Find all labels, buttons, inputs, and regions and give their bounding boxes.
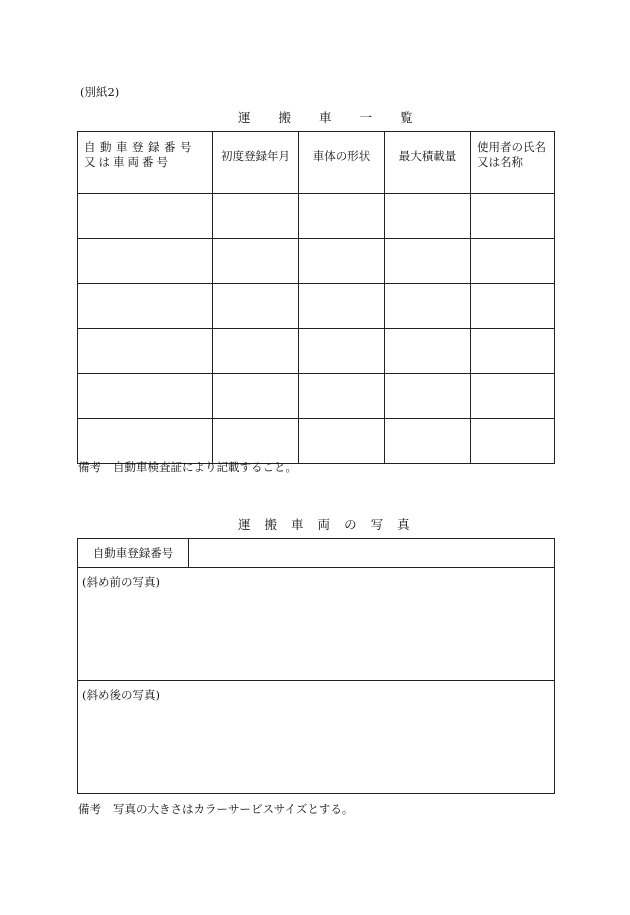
header-line: 使用者の氏名 [477,140,546,154]
table-row [78,374,555,419]
rear-photo-caption: (斜め後の写真) [82,688,160,702]
table-cell[interactable] [385,284,471,329]
title-char: 搬 [264,517,278,532]
table-cell[interactable] [78,284,213,329]
table-cell[interactable] [213,329,299,374]
header-line: 又は名称 [477,155,523,169]
photo-table [77,538,555,794]
title-char: 運 [238,110,251,125]
registration-number-field[interactable] [189,539,553,567]
front-photo-caption: (斜め前の写真) [82,575,160,589]
header-line: 自動車登録番号 [84,140,196,154]
registration-number-label: 自動車登録番号 [78,539,189,567]
note-text: 自動車検査証により記載すること。 [113,460,297,474]
table-cell[interactable] [299,194,385,239]
table-cell[interactable] [471,284,555,329]
header-first-registration: 初度登録年月 [213,132,299,194]
table-header-row [78,132,555,194]
table-cell[interactable] [471,374,555,419]
title-char: 真 [397,517,410,532]
header-body-shape: 車体の形状 [299,132,385,194]
table-cell[interactable] [385,329,471,374]
table-cell[interactable] [471,239,555,284]
table-cell[interactable] [213,239,299,284]
annex-label: (別紙2) [80,85,120,99]
table-cell[interactable] [213,194,299,239]
note-text: 写真の大きさはカラーサービスサイズとする。 [113,802,354,816]
table-row [78,239,555,284]
title-char: 車 [319,110,332,125]
title-char: 搬 [278,110,292,125]
table-cell[interactable] [299,419,385,464]
table-cell[interactable] [78,329,213,374]
table-cell[interactable] [385,194,471,239]
title-char: 一 [359,110,373,125]
header-registration-number [78,132,213,194]
vehicle-list-table [77,131,555,464]
table-row [78,329,555,374]
table-cell[interactable] [471,419,555,464]
note-key: 備考 [78,802,101,816]
table-cell[interactable] [299,374,385,419]
photo-section-title [238,515,424,533]
table-cell[interactable] [78,194,213,239]
header-line: 又は車両番号 [84,155,171,169]
vehicle-list-note [78,459,297,475]
table-cell[interactable] [78,374,213,419]
title-char: 写 [370,517,384,532]
table-cell[interactable] [299,284,385,329]
note-key: 備考 [78,460,101,474]
table-cell[interactable] [385,239,471,284]
table-cell[interactable] [213,284,299,329]
table-cell[interactable] [213,374,299,419]
table-cell[interactable] [299,329,385,374]
registration-row [78,539,554,568]
table-cell[interactable] [471,329,555,374]
title-char: 覧 [400,110,413,125]
title-char: 運 [238,517,251,532]
table-cell[interactable] [385,419,471,464]
title-char: の [344,517,357,532]
table-cell[interactable] [299,239,385,284]
table-cell[interactable] [385,374,471,419]
title-char: 車 [291,517,304,532]
table-row [78,284,555,329]
header-user-name [471,132,555,194]
rear-photo-area[interactable] [78,681,554,793]
front-photo-area[interactable] [78,568,554,681]
table-cell[interactable] [213,419,299,464]
header-max-load: 最大積載量 [385,132,471,194]
table-cell[interactable] [471,194,555,239]
title-char: 両 [317,517,331,532]
vehicle-list-title [238,108,441,126]
table-cell[interactable] [78,419,213,464]
table-row [78,194,555,239]
photo-section-note [78,801,353,817]
table-cell[interactable] [78,239,213,284]
table-row [78,419,555,464]
